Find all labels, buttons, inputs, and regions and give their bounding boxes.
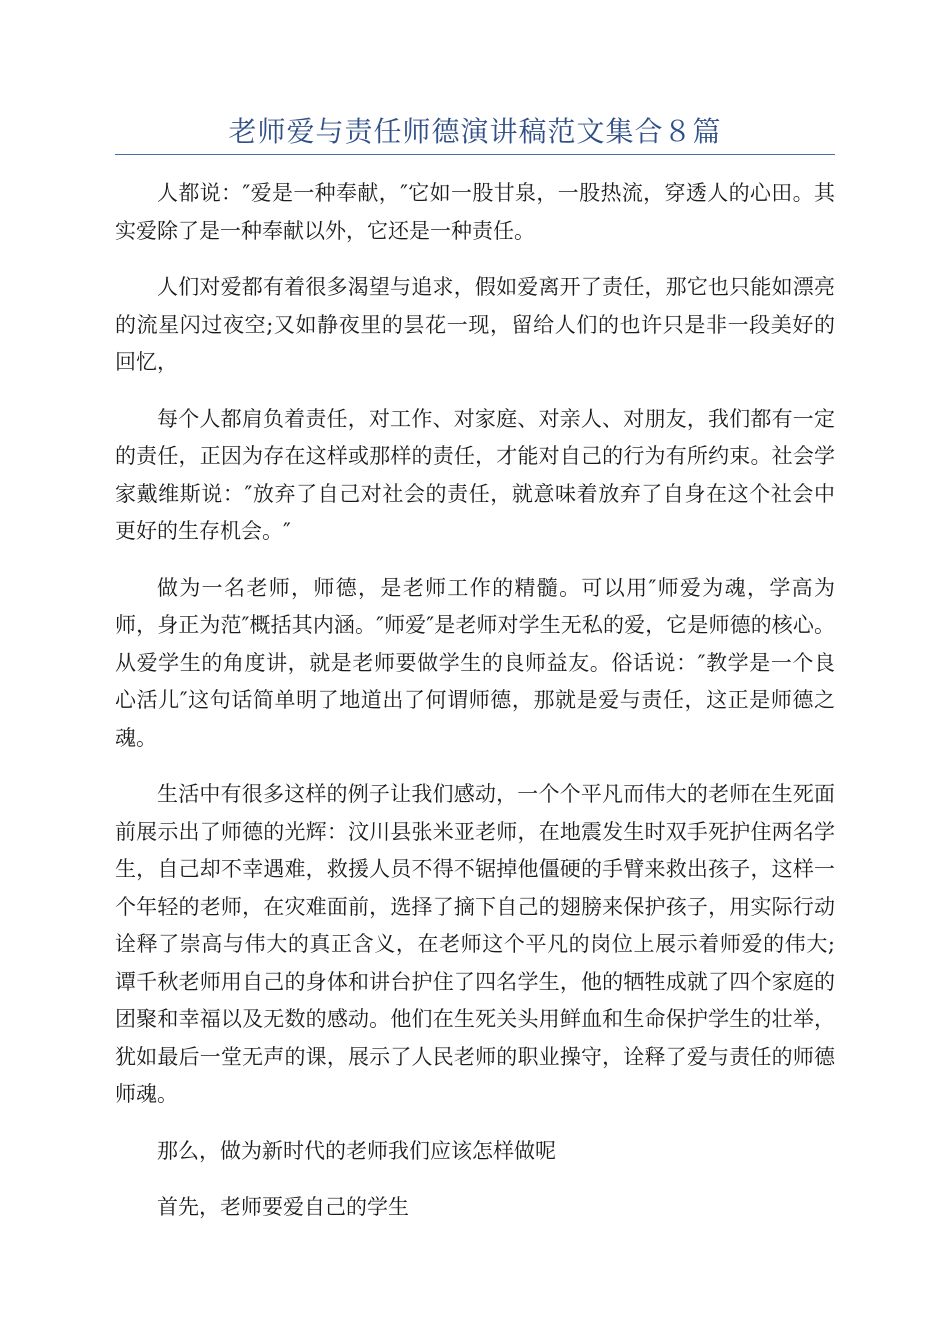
title-underline <box>115 154 835 155</box>
paragraph-6: 那么，做为新时代的老师我们应该怎样做呢 <box>157 1138 556 1163</box>
paragraph-1: 人都说：″爱是一种奉献，″它如一股甘泉，一股热流，穿透人的心田。其实爱除了是一种奉献以外，它还是一种责任。 <box>115 181 835 243</box>
paragraph-3: 每个人都肩负着责任，对工作、对家庭、对亲人、对朋友，我们都有一定的责任，正因为存在这样或那样的责任，才能对自己的行为有所约束。社会学家戴维斯说：″放弃了自己对社会的责任，就意味着放弃了自身在这个社会中更好的生存机会。″ <box>115 406 835 543</box>
document-body <box>115 175 835 1246</box>
paragraph-4: 做为一名老师，师德，是老师工作的精髓。可以用″师爱为魂，学高为师，身正为范″概括其内涵。″师爱″是老师对学生无私的爱，它是师德的核心。从爱学生的角度讲，就是老师要做学生的良师益友。俗话说：″教学是一个良心活儿″这句话简单明了地道出了何谓师德，那就是爱与责任，这正是师德之魂。 <box>115 575 835 750</box>
paragraph-2: 人们对爱都有着很多渴望与追求，假如爱离开了责任，那它也只能如漂亮的流星闪过夜空;又如静夜里的昙花一现，留给人们的也许只是非一段美好的回忆， <box>115 275 835 374</box>
paragraph-7: 首先，老师要爱自己的学生 <box>157 1195 409 1219</box>
document-title: 老师爱与责任师德演讲稿范文集合８篇 <box>228 115 722 148</box>
paragraph-5: 生活中有很多这样的例子让我们感动，一个个平凡而伟大的老师在生死面前展示出了师德的光辉：汶川县张米亚老师，在地震发生时双手死护住两名学生，自己却不幸遇难，救援人员不得不锯掉他僵硬的手臂来救出孩子，这样一个年轻的老师，在灾难面前，选择了摘下自己的翅膀来保护孩子，用实际行动诠释了崇高与伟大的真正含义，在老师这个平凡的岗位上展示着师爱的伟大;谭千秋老师用自己的身体和讲台护住了四名学生，他的牺牲成就了四个家庭的团聚和幸福以及无数的感动。他们在生死关头用鲜血和生命保护学生的壮举，犹如最后一堂无声的课，展示了人民老师的职业操守，诠释了爱与责任的师德师魂。 <box>115 782 835 1106</box>
